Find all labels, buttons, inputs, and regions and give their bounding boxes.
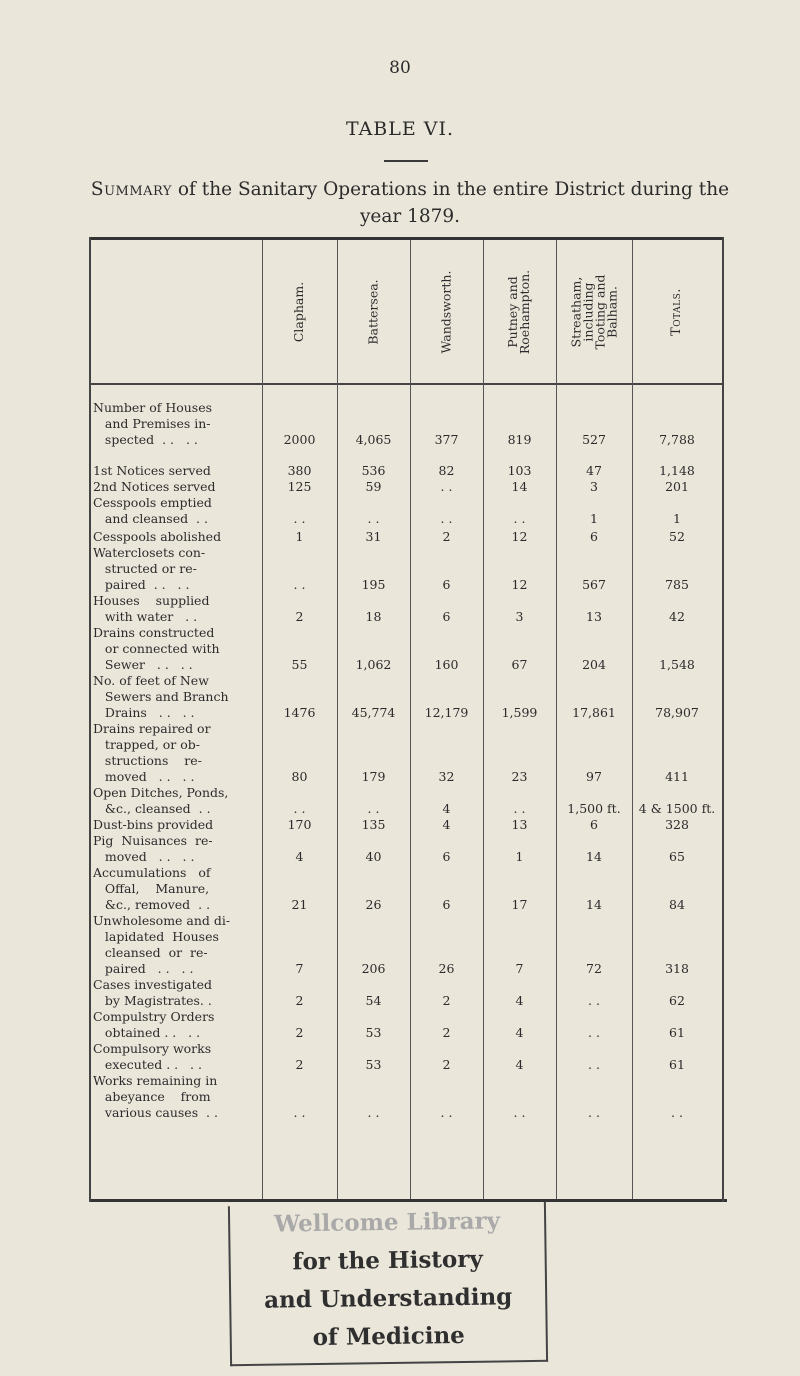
table-cell: 67	[511, 657, 528, 672]
table-left-rule	[89, 237, 91, 1202]
table-cell: 80	[291, 769, 308, 784]
table-cell: 42	[669, 609, 685, 624]
table-cell: . .	[293, 511, 306, 526]
table-cell: 536	[361, 463, 386, 478]
table-cell: 26	[365, 897, 382, 912]
table-cell: 12	[511, 577, 528, 592]
table-cell: 13	[586, 609, 602, 624]
table-cell: . .	[293, 1105, 306, 1120]
table-bottom-rule	[89, 1199, 727, 1202]
table-cell: . .	[513, 511, 526, 526]
table-cell: 1	[673, 511, 681, 526]
column-header-label: Putney and Roehampton.	[505, 269, 533, 354]
column-header-label: Streatham, including Tooting and Balham.	[567, 274, 619, 349]
table-cell: 54	[365, 993, 382, 1008]
column-header	[337, 240, 410, 383]
table-cell: 7	[515, 961, 524, 976]
row-label: Open Ditches, Ponds, &c., cleansed . .	[93, 785, 229, 816]
table-cell: 1,148	[659, 463, 695, 478]
stamp-line-3: and Understanding	[263, 1283, 513, 1314]
table-cell: 14	[586, 897, 602, 912]
row-label: Works remaining in abeyance from various causes . .	[93, 1073, 218, 1120]
row-label: Cesspools emptied and cleansed . .	[93, 495, 212, 526]
table-cell: 12	[511, 529, 528, 544]
table-cell: 170	[287, 817, 312, 832]
column-header-label: Battersea.	[365, 278, 381, 345]
table-cell: 17	[511, 897, 528, 912]
table-cell: . .	[293, 577, 306, 592]
table-cell: 411	[665, 769, 689, 784]
table-cell: 785	[665, 577, 689, 592]
table-cell: . .	[588, 1105, 600, 1120]
row-label: 2nd Notices served	[93, 479, 216, 494]
stamp-line-4: of Medicine	[312, 1321, 466, 1352]
column-header	[262, 240, 337, 383]
table-cell: 6	[442, 609, 451, 624]
title-rule	[384, 160, 428, 162]
table-cell: 2	[442, 529, 451, 544]
column-header-label: Clapham.	[291, 281, 307, 342]
table-cell: . .	[671, 1105, 683, 1120]
row-label: Houses supplied with water . .	[93, 593, 210, 624]
table-cell: 78,907	[655, 705, 699, 720]
table-cell: 82	[438, 463, 455, 478]
table-cell: 72	[586, 961, 602, 976]
row-label: Waterclosets con- structed or re- paired . . . .	[93, 545, 206, 592]
table-cell: 2	[442, 1025, 451, 1040]
column-header-label: Wandsworth.	[438, 270, 454, 353]
table-cell: . .	[588, 993, 600, 1008]
table-cell: 6	[590, 817, 598, 832]
table-cell: 7	[295, 961, 304, 976]
table-cell: 53	[365, 1025, 382, 1040]
table-cell: 6	[442, 849, 451, 864]
table-cell: 1	[295, 529, 304, 544]
table-cell: 61	[669, 1057, 685, 1072]
row-label: Accumulations of Offal, Manure, &c., removed . .	[93, 865, 211, 912]
table-right-rule	[722, 237, 724, 1202]
table-cell: 31	[365, 529, 382, 544]
row-label: 1st Notices served	[93, 463, 211, 478]
column-header	[632, 240, 722, 383]
table-cell: 318	[665, 961, 689, 976]
table-cell: 567	[582, 577, 606, 592]
table-cell: 204	[582, 657, 606, 672]
table-cell: 1,599	[501, 705, 538, 720]
table-cell: 4	[515, 1057, 524, 1072]
table-cell: 4	[515, 993, 524, 1008]
table-cell: . .	[440, 1105, 453, 1120]
table-cell: . .	[588, 1025, 600, 1040]
table-cell: 21	[291, 897, 308, 912]
table-cell: 65	[669, 849, 685, 864]
table-cell: 47	[586, 463, 602, 478]
table-cell: 4,065	[355, 432, 392, 447]
table-cell: . .	[367, 801, 380, 816]
table-cell: 45,774	[351, 705, 396, 720]
table-cell: 6	[442, 577, 451, 592]
table-cell: 61	[669, 1025, 685, 1040]
table-cell: . .	[513, 1105, 526, 1120]
table-cell: 4	[442, 801, 451, 816]
table-cell: 2000	[283, 432, 316, 447]
table-cell: 201	[665, 479, 689, 494]
stamp-line-2: for the History	[292, 1245, 483, 1276]
table-cell: 4	[442, 817, 451, 832]
table-title: TABLE VI.	[345, 118, 455, 140]
table-cell: 26	[438, 961, 455, 976]
table-cell: 53	[365, 1057, 382, 1072]
table-cell: 4	[515, 1025, 524, 1040]
row-label: Number of Houses and Premises in- spected . . . .	[93, 400, 213, 447]
table-cell: . .	[513, 801, 526, 816]
library-stamp	[228, 1202, 548, 1366]
table-cell: 527	[582, 432, 606, 447]
table-cell: 52	[669, 529, 685, 544]
row-label: Drains repaired or trapped, or ob- structions re- moved . . . .	[93, 721, 211, 784]
table-cell: 6	[442, 897, 451, 912]
table-cell: 18	[365, 609, 382, 624]
column-header	[556, 240, 632, 383]
column-header	[410, 240, 483, 383]
table-cell: 2	[442, 993, 451, 1008]
caption-text: of the Sanitary Operations in the entire District during the year 1879.	[172, 179, 730, 227]
row-label: Compulsory works executed . . . .	[93, 1041, 212, 1072]
table-cell: 97	[586, 769, 602, 784]
table-cell: . .	[293, 801, 306, 816]
row-label: Unwholesome and di- lapidated Houses cleansed or re- paired . . . .	[93, 913, 231, 976]
table-cell: 1,500 ft.	[567, 801, 621, 816]
row-label: Dust-bins provided	[93, 817, 214, 832]
table-cell: 179	[361, 769, 386, 784]
table-cell: 135	[361, 817, 386, 832]
table-cell: 17,861	[572, 705, 616, 720]
table-cell: 819	[507, 432, 532, 447]
table-cell: . .	[367, 1105, 380, 1120]
table-cell: 6	[590, 529, 598, 544]
table-cell: 2	[442, 1057, 451, 1072]
table-cell: 328	[665, 817, 689, 832]
table-cell: 32	[438, 769, 455, 784]
header-rule	[89, 383, 722, 385]
table-cell: 23	[511, 769, 528, 784]
table-cell: 62	[669, 993, 685, 1008]
table-cell: 13	[511, 817, 528, 832]
table-cell: 103	[507, 463, 532, 478]
row-label: Cesspools abolished	[93, 529, 222, 544]
table-cell: . .	[588, 1057, 600, 1072]
table-cell: 2	[295, 1057, 304, 1072]
column-header	[483, 240, 556, 383]
table-cell: 7,788	[659, 432, 695, 447]
table-cell: 2	[295, 609, 304, 624]
table-cell: 1476	[283, 705, 316, 720]
table-cell: 4	[295, 849, 304, 864]
table-cell: . .	[440, 511, 453, 526]
table-cell: 1,062	[355, 657, 392, 672]
table-cell: 1,548	[659, 657, 695, 672]
row-label: No. of feet of New Sewers and Branch Drains . . . .	[93, 673, 229, 720]
table-cell: 1	[590, 511, 598, 526]
table-cell: 59	[365, 479, 382, 494]
table-cell: 40	[365, 849, 382, 864]
table-cell: 12,179	[424, 705, 469, 720]
table-cell: 3	[590, 479, 598, 494]
column-header-label: Totals.	[669, 287, 684, 336]
table-cell: 2	[295, 993, 304, 1008]
table-cell: 125	[287, 479, 312, 494]
table-cell: 1	[515, 849, 524, 864]
row-label: Pig Nuisances re- moved . . . .	[93, 833, 213, 864]
table-cell: 55	[291, 657, 308, 672]
table-cell: 380	[287, 463, 312, 478]
row-label: Cases investigated by Magistrates. .	[93, 977, 213, 1008]
table-cell: . .	[367, 511, 380, 526]
table-cell: 195	[361, 577, 386, 592]
table-cell: . .	[440, 479, 453, 494]
table-cell: 160	[434, 657, 459, 672]
table-cell: 206	[361, 961, 386, 976]
table-cell: 377	[434, 432, 459, 447]
row-label: Compulstry Orders obtained . . . .	[93, 1009, 215, 1040]
table-cell: 84	[669, 897, 685, 912]
stamp-line-1: Wellcome Library	[274, 1207, 501, 1238]
row-label: Drains constructed or connected with Sewer . . . .	[93, 625, 220, 672]
table-cell: 14	[511, 479, 528, 494]
table-cell: 3	[515, 609, 524, 624]
page-number: 80	[389, 58, 411, 78]
table-cell: 4 & 1500 ft.	[638, 801, 716, 816]
caption-lead: Summary	[90, 179, 173, 200]
table-cell: 14	[586, 849, 602, 864]
table-caption	[80, 176, 740, 230]
table-cell: 2	[295, 1025, 304, 1040]
